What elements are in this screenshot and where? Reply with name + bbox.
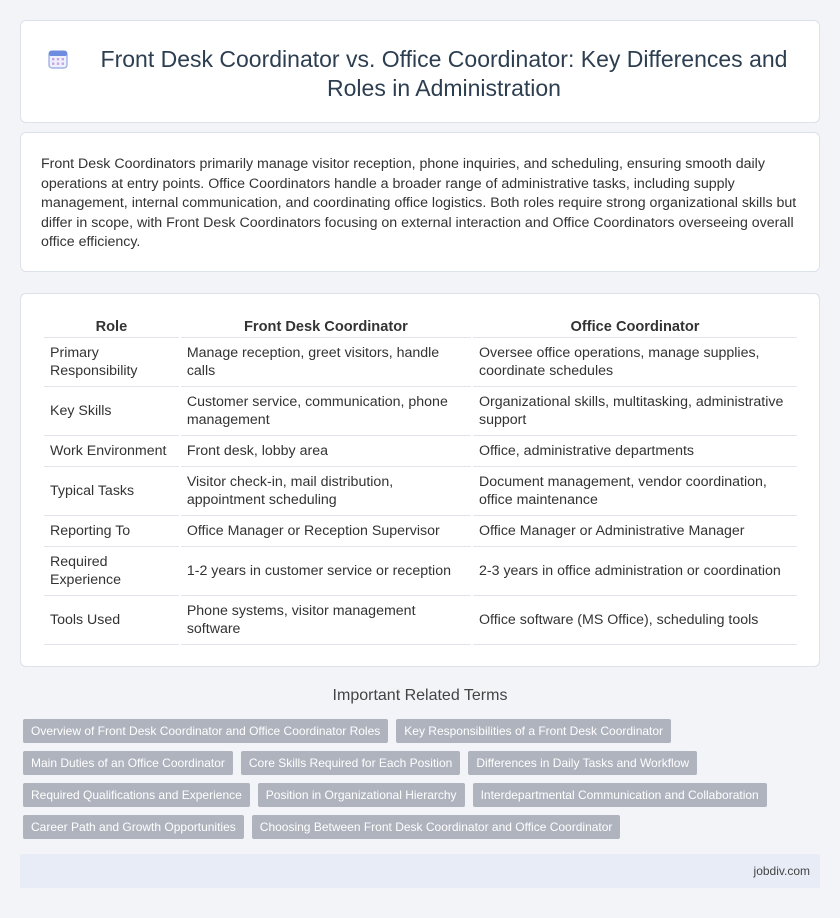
row-label: Typical Tasks (44, 467, 179, 516)
table-row (44, 387, 797, 436)
table-row (44, 516, 797, 547)
row-label: Required Experience (44, 547, 179, 596)
calendar-icon (47, 48, 69, 70)
office-cell: Oversee office operations, manage supplies, coordinate schedules (473, 338, 797, 387)
office-cell: Office software (MS Office), scheduling tools (473, 596, 797, 645)
front-desk-cell: Office Manager or Reception Supervisor (181, 516, 471, 547)
table-row (44, 436, 797, 467)
table-row (44, 596, 797, 645)
office-cell: Organizational skills, multitasking, administrative support (473, 387, 797, 436)
related-term-tag[interactable]: Position in Organizational Hierarchy (258, 783, 465, 807)
row-label: Primary Responsibility (44, 338, 179, 387)
row-label: Reporting To (44, 516, 179, 547)
front-desk-cell: Customer service, communication, phone management (181, 387, 471, 436)
comparison-table (42, 316, 799, 645)
related-term-tag[interactable]: Main Duties of an Office Coordinator (23, 751, 233, 775)
footer (20, 854, 820, 888)
intro-card (20, 132, 820, 272)
header-front-desk: Front Desk Coordinator (181, 316, 471, 338)
related-term-tag[interactable]: Differences in Daily Tasks and Workflow (468, 751, 697, 775)
office-cell: Document management, vendor coordination, office maintenance (473, 467, 797, 516)
row-label: Tools Used (44, 596, 179, 645)
office-cell: 2-3 years in office administration or coordination (473, 547, 797, 596)
related-term-tag[interactable]: Career Path and Growth Opportunities (23, 815, 244, 839)
intro-paragraph: Front Desk Coordinators primarily manage visitor reception, phone inquiries, and scheduling, ensuring smooth daily operations at entry points. Office Coordinators handle a broader range of administrative tasks, including supply management, internal communication, and coordinating office logistics. Both roles require strong organizational skills but differ in scope, with Front Desk Coordinators focusing on external interaction and Office Coordinators overseeing overall office efficiency. (41, 156, 797, 251)
site-link[interactable]: jobdiv.com (753, 864, 810, 878)
front-desk-cell: Visitor check-in, mail distribution, appointment scheduling (181, 467, 471, 516)
table-header-row (44, 316, 797, 338)
related-term-tag[interactable]: Interdepartmental Communication and Collaboration (473, 783, 767, 807)
front-desk-cell: 1-2 years in customer service or reception (181, 547, 471, 596)
table-row (44, 547, 797, 596)
related-terms-heading: Important Related Terms (332, 687, 508, 704)
front-desk-cell: Front desk, lobby area (181, 436, 471, 467)
header-office: Office Coordinator (473, 316, 797, 338)
related-term-tag[interactable]: Choosing Between Front Desk Coordinator and Office Coordinator (252, 815, 621, 839)
related-term-tag[interactable]: Key Responsibilities of a Front Desk Coordinator (396, 719, 671, 743)
related-term-tag[interactable]: Core Skills Required for Each Position (241, 751, 460, 775)
tag-row (23, 719, 823, 743)
header-role: Role (44, 316, 179, 338)
table-row (44, 338, 797, 387)
office-cell: Office Manager or Administrative Manager (473, 516, 797, 547)
related-term-tag[interactable]: Overview of Front Desk Coordinator and Office Coordinator Roles (23, 719, 388, 743)
related-term-tag[interactable]: Required Qualifications and Experience (23, 783, 250, 807)
row-label: Key Skills (44, 387, 179, 436)
front-desk-cell: Phone systems, visitor management software (181, 596, 471, 645)
tag-row (23, 783, 823, 807)
title-card (20, 20, 820, 123)
table-row (44, 467, 797, 516)
tag-row (23, 751, 823, 775)
front-desk-cell: Manage reception, greet visitors, handle calls (181, 338, 471, 387)
row-label: Work Environment (44, 436, 179, 467)
comparison-card (20, 293, 820, 667)
related-terms-list (23, 719, 823, 847)
page-title: Front Desk Coordinator vs. Office Coordinator: Key Differences and Roles in Administration (100, 46, 788, 101)
office-cell: Office, administrative departments (473, 436, 797, 467)
tag-row (23, 815, 823, 839)
